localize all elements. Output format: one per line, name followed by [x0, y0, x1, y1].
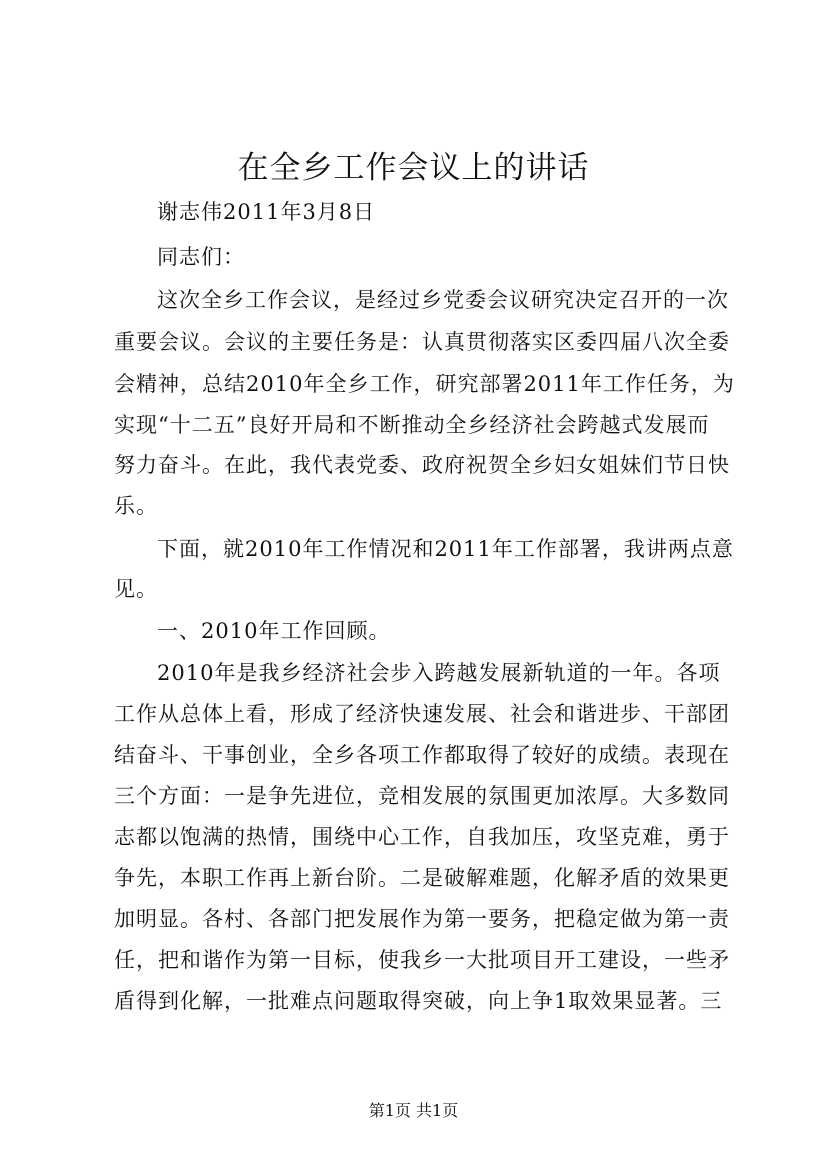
paragraph-line: 结奋斗、干事创业，全乡各项工作都取得了较好的成绩。表现在 [114, 743, 730, 767]
paragraph-line: 争先，本职工作再上新台阶。二是破解难题，化解矛盾的效果更 [114, 866, 730, 890]
paragraph-line: 努力奋斗。在此，我代表党委、政府祝贺全乡妇女姐妹们节日快 [114, 453, 730, 477]
paragraph-line: 这次全乡工作会议，是经过乡党委会议研究决定召开的一次 [157, 288, 729, 312]
paragraph-line: 志都以饱满的热情，围绕中心工作，自我加压，攻坚克难，勇于 [114, 825, 730, 849]
byline: 谢志伟2011年3月8日 [157, 200, 376, 224]
paragraph-line: 盾得到化解，一批难点问题取得突破，向上争1取效果显著。三 [114, 989, 723, 1013]
paragraph-line: 会精神，总结2010年全乡工作，研究部署2011年工作任务，为 [114, 372, 735, 396]
paragraph-line: 乐。 [114, 494, 158, 518]
paragraph-line: 三个方面：一是争先进位，竞相发展的氛围更加浓厚。大多数同 [114, 784, 730, 808]
paragraph-line: 工作从总体上看，形成了经济快速发展、社会和谐进步、干部团 [114, 702, 730, 726]
section-heading: 一、2010年工作回顾。 [157, 619, 391, 643]
paragraph-line: 加明显。各村、各部门把发展作为第一要务，把稳定做为第一责 [114, 907, 730, 931]
paragraph-line: 2010年是我乡经济社会步入跨越发展新轨道的一年。各项 [157, 661, 721, 685]
paragraph-line: 见。 [114, 577, 158, 601]
salutation: 同志们： [157, 245, 245, 269]
document-title: 在全乡工作会议上的讲话 [237, 150, 590, 186]
paragraph-line: 实现“十二五”良好开局和不断推动全乡经济社会跨越式发展而 [114, 413, 710, 437]
paragraph-line: 下面，就2010年工作情况和2011年工作部署，我讲两点意 [157, 537, 734, 561]
page-footer: 第1页 共1页 [368, 1101, 459, 1120]
paragraph-line: 重要会议。会议的主要任务是：认真贯彻落实区委四届八次全委 [114, 330, 730, 354]
paragraph-line: 任，把和谐作为第一目标，使我乡一大批项目开工建设，一些矛 [114, 948, 730, 972]
